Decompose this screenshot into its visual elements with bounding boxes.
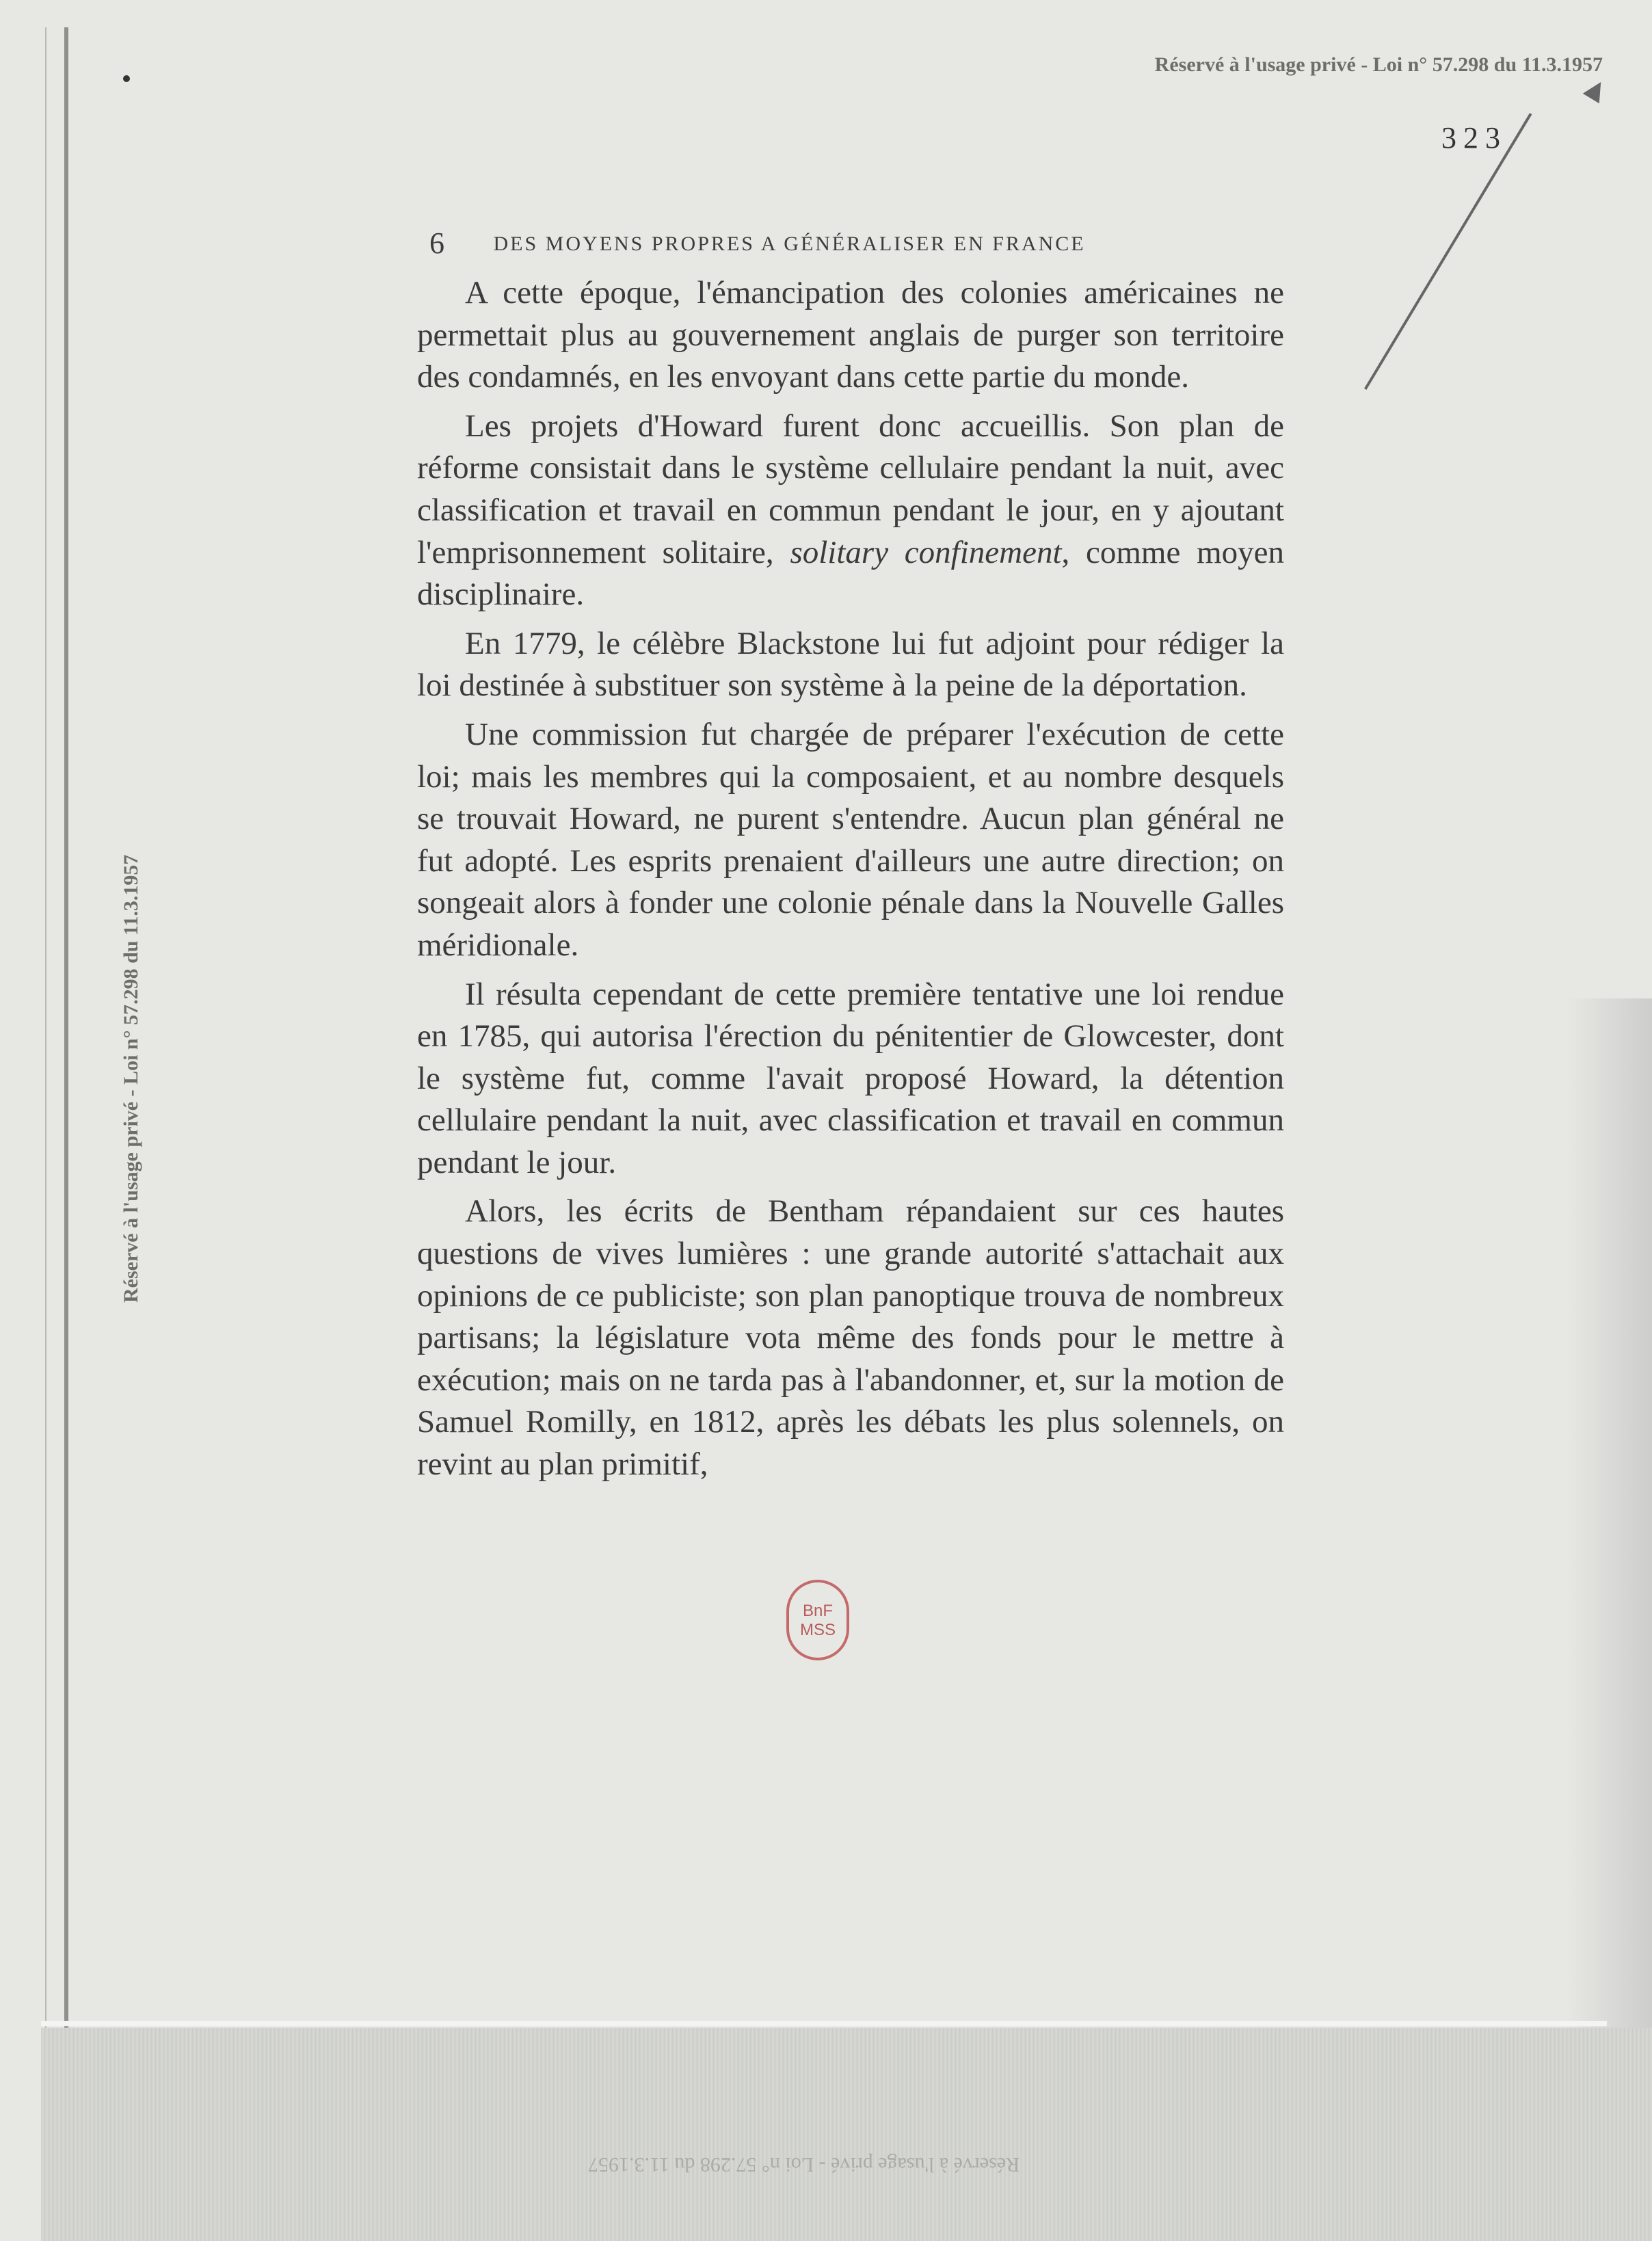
paragraph: Alors, les écrits de Bentham répandaient sur ces hautes questions de vives lumières : une grande autorité s'attachait aux opinions de ce publiciste; son plan panoptique trouva de nombreux partisans; la législature vota même des fonds pour le mettre à exécution; mais on ne tarda pas à l'abandonner, et, sur la motion de Samuel Romilly, en 1812, après les débats les plus solennels, on revint au plan primitif,	[417, 1193, 1284, 1483]
paragraph: Il résulta cependant de cette première tentative une loi rendue en 1785, qui autorisa l'érection du pénitentier de Glowcester, dont le système fut, comme l'avait proposé Howard, la détention cellulaire pendant la nuit, avec classification et travail en commun pendant le jour.	[417, 976, 1284, 1180]
paragraph: A cette époque, l'émancipation des colonies américaines ne permettait plus au gouvernement anglais de purger son territoire des condamnés, en les envoyant dans cette partie du monde.	[417, 275, 1284, 395]
body-text	[417, 272, 1284, 1493]
paragraph-text: Les projets d'Howard furent donc accueillis. Son plan de réforme consistait dans le système cellulaire pendant la nuit, avec classification et travail en commun pendant le jour, en y ajoutant l'emprisonnement solitaire,	[417, 408, 1284, 570]
paragraph: En 1779, le célèbre Blackstone lui fut adjoint pour rédiger la loi destinée à substituer son système à la peine de la déportation.	[417, 625, 1284, 704]
page-number: 6	[429, 226, 447, 260]
bnf-library-stamp	[786, 1580, 849, 1660]
left-margin-rule-thin	[45, 27, 46, 2031]
paragraph-tail: , comme moyen disciplinaire.	[417, 534, 1284, 613]
page-bottom-edge	[41, 2021, 1607, 2026]
running-header	[429, 226, 1284, 261]
paragraph: Une commission fut chargée de préparer l'exécution de cette loi; mais les membres qui la composaient, et au nombre desquels se trouvait Howard, ne purent s'entendre. Aucun plan général ne fut adopté. Les esprits prenaient d'ailleurs une autre direction; on songeait alors à fonder une colonie pénale dans la Nouvelle Galles méridionale.	[417, 716, 1284, 963]
pencil-arrow-head	[1583, 77, 1609, 103]
ink-dot	[123, 75, 130, 82]
running-title: DES MOYENS PROPRES A GÉNÉRALISER EN FRANCE	[493, 233, 1086, 255]
left-margin-rule	[64, 27, 68, 2031]
italic-phrase: solitary confinement	[790, 534, 1062, 570]
paragraph	[417, 406, 1284, 616]
copyright-stamp-left: Réservé à l'usage privé - Loi n° 57.298 du 11.3.1957	[120, 854, 142, 1303]
stamp-line-2: MSS	[799, 1621, 836, 1639]
copyright-stamp-bottom-mirrored: Réservé à l'usage privé - Loi n° 57.298 du 11.3.1957	[588, 2153, 1020, 2176]
stamp-line-1: BnF	[802, 1602, 833, 1620]
folio-number: 323	[1441, 121, 1507, 155]
copyright-stamp-top: Réservé à l'usage privé - Loi n° 57.298 du 11.3.1957	[1154, 53, 1603, 76]
scan-bottom-band	[41, 2028, 1652, 2241]
